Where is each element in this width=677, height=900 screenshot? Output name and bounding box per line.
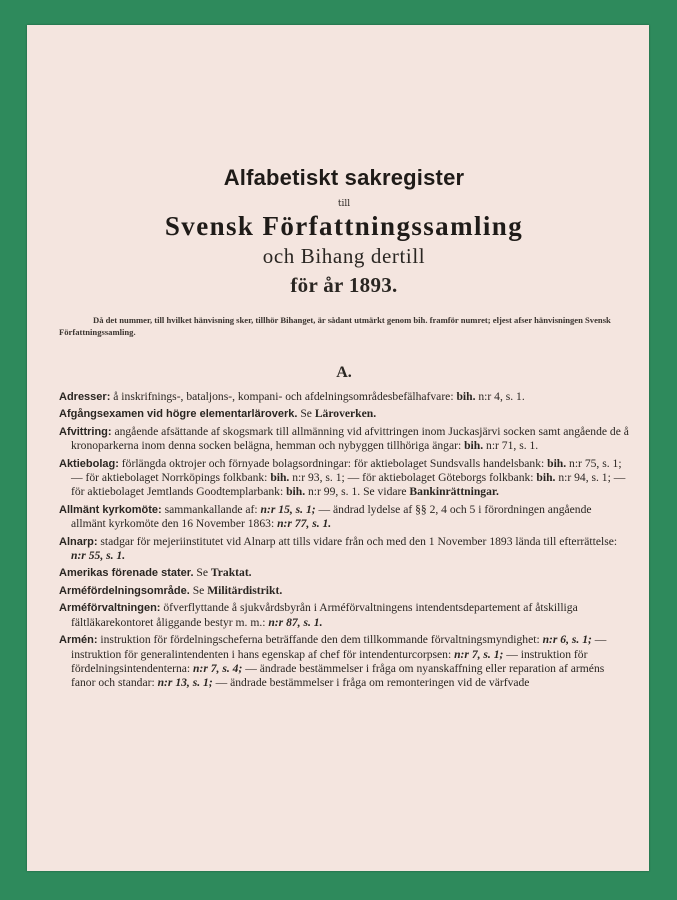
entry-keyword: Aktiebolag:	[59, 457, 119, 470]
publication-title: Svensk Författningssamling	[164, 211, 524, 241]
entry-text: å inskrifnings-, bataljons-, kompani- och afdelningsområdesbefälhafvare:	[110, 390, 457, 403]
entry-bold: Bankinrättningar.	[409, 485, 499, 499]
reference-note: Då det nummer, till hvilket hänvisning sker, tillhör Bihanget, är sådant utmärkt genom bih. framför numret; eljest afser hänvisningen Svensk Författningssamling.	[59, 315, 611, 337]
entry-keyword: Allmänt kyrkomöte:	[59, 503, 162, 516]
entry-armen	[59, 633, 629, 691]
entry-afvittring	[59, 425, 629, 454]
document-page	[27, 25, 649, 871]
entry-text: n:r 94, s. 1; — för aktiebolaget Jemtlands Goodtemplarbank:	[71, 471, 626, 499]
entry-text: instruktion för fördelningscheferna beträffande den dem tillkommande förvaltningsmyndighet:	[97, 633, 543, 647]
entry-text: — instruktion för generalintendenten i hans egenskap af chef för intendenturcorpsen:	[71, 633, 607, 661]
entry-text: förlängda oktrojer och förnyade bolagsordningar: för aktiebolaget Sundsvalls handelsbank:	[118, 456, 548, 470]
entry-aktiebolag	[59, 457, 629, 500]
entry-text: Se	[193, 566, 211, 580]
entry-text: — instruktion för fördelningsintendenterna:	[71, 647, 588, 675]
entry-bold: Traktat.	[210, 566, 252, 580]
entry-reference: n:r 7, s. 4;	[193, 661, 243, 675]
entry-adresser	[59, 390, 629, 404]
entry-text: n:r 4, s. 1.	[475, 390, 525, 403]
entry-reference: n:r 15, s. 1;	[260, 502, 316, 516]
entry-keyword: Arméfördelningsområde.	[59, 584, 190, 597]
entry-keyword: Afvittring:	[59, 425, 112, 438]
entry-bold: bih.	[464, 439, 484, 453]
entry-bold: bih.	[547, 456, 567, 470]
entry-text: öfverflyttande å sjukvårdsbyrån i Arméförvaltningens intendentsdepartement af åtskilliga fältläkarekontoret åliggande bestyr m. m.:	[71, 601, 578, 629]
entry-text: — ändrade bestämmelser i fråga om nyanskaffning eller reparation af arméns fanor och standar:	[71, 661, 605, 690]
entry-bold: bih.	[270, 471, 290, 485]
entry-reference: n:r 7, s. 1;	[454, 647, 504, 661]
entry-text: — ändrad lydelse af §§ 2, 4 och 5 i förordningen angående allmänt kyrkomöte den 16 November 1863:	[71, 502, 592, 531]
entry-armeforvaltningen	[59, 601, 629, 630]
entry-keyword: Armén:	[59, 634, 98, 647]
entry-text: n:r 99, s. 1. Se vidare	[305, 485, 410, 499]
entry-keyword: Alnarp:	[59, 535, 98, 548]
entry-armefordelning	[59, 584, 629, 598]
entry-keyword: Amerikas förenade stater.	[59, 567, 194, 580]
entry-bold: bih.	[456, 390, 476, 403]
entry-bold: Läroverken.	[314, 407, 377, 421]
publication-subtitle: och Bihang dertill	[262, 244, 426, 268]
entry-kyrkomote	[59, 503, 629, 532]
connector-word: till	[337, 199, 351, 209]
entry-reference: n:r 77, s. 1.	[277, 517, 332, 531]
entry-keyword: Afgångsexamen vid högre elementarläroverk.	[59, 408, 298, 421]
entry-text: n:r 71, s. 1.	[483, 439, 539, 453]
entry-text: n:r 75, s. 1; — för aktiebolaget Norrköpings folkbank:	[71, 456, 622, 485]
register-title: Alfabetiskt sakregister	[223, 165, 465, 190]
entry-text: stadgar för mejeriinstitutet vid Alnarp att tills vidare från och med den 1 November 1893 lända till efterrättelse:	[97, 534, 618, 548]
entry-reference: n:r 55, s. 1.	[71, 549, 126, 563]
entry-reference: n:r 13, s. 1;	[157, 676, 213, 690]
page-content	[59, 165, 629, 694]
section-heading: A.	[336, 364, 352, 381]
entry-alnarp	[59, 535, 629, 564]
entry-text: Se	[189, 583, 208, 597]
entry-text: n:r 93, s. 1; — för aktiebolaget Göteborgs folkbank:	[289, 471, 537, 485]
entry-text: — ändrade bestämmelser i fråga om remonteringen vid de värfvade	[212, 676, 530, 690]
entry-keyword: Adresser:	[59, 391, 111, 403]
entry-text: angående afsättande af skogsmark till allmänning vid afvittringen inom Juckasjärvi socken samt angående de å kronoparkerna inom denna socken belägna, hemman och nybyggen tillhöriga ängar:	[71, 424, 629, 453]
entry-amerikas	[59, 566, 629, 580]
entry-text: sammankallande af:	[161, 502, 261, 516]
entry-reference: n:r 87, s. 1.	[268, 615, 323, 629]
entry-bold: Militärdistrikt.	[207, 583, 283, 597]
entry-bold: bih.	[536, 471, 556, 485]
register-entries	[59, 390, 629, 691]
entry-text: Se	[297, 407, 315, 421]
year-line: för år 1893.	[290, 273, 398, 297]
entry-keyword: Arméförvaltningen:	[59, 602, 161, 615]
entry-afgangsexamen	[59, 407, 629, 421]
entry-reference: n:r 6, s. 1;	[542, 633, 592, 647]
entry-bold: bih.	[286, 485, 306, 499]
